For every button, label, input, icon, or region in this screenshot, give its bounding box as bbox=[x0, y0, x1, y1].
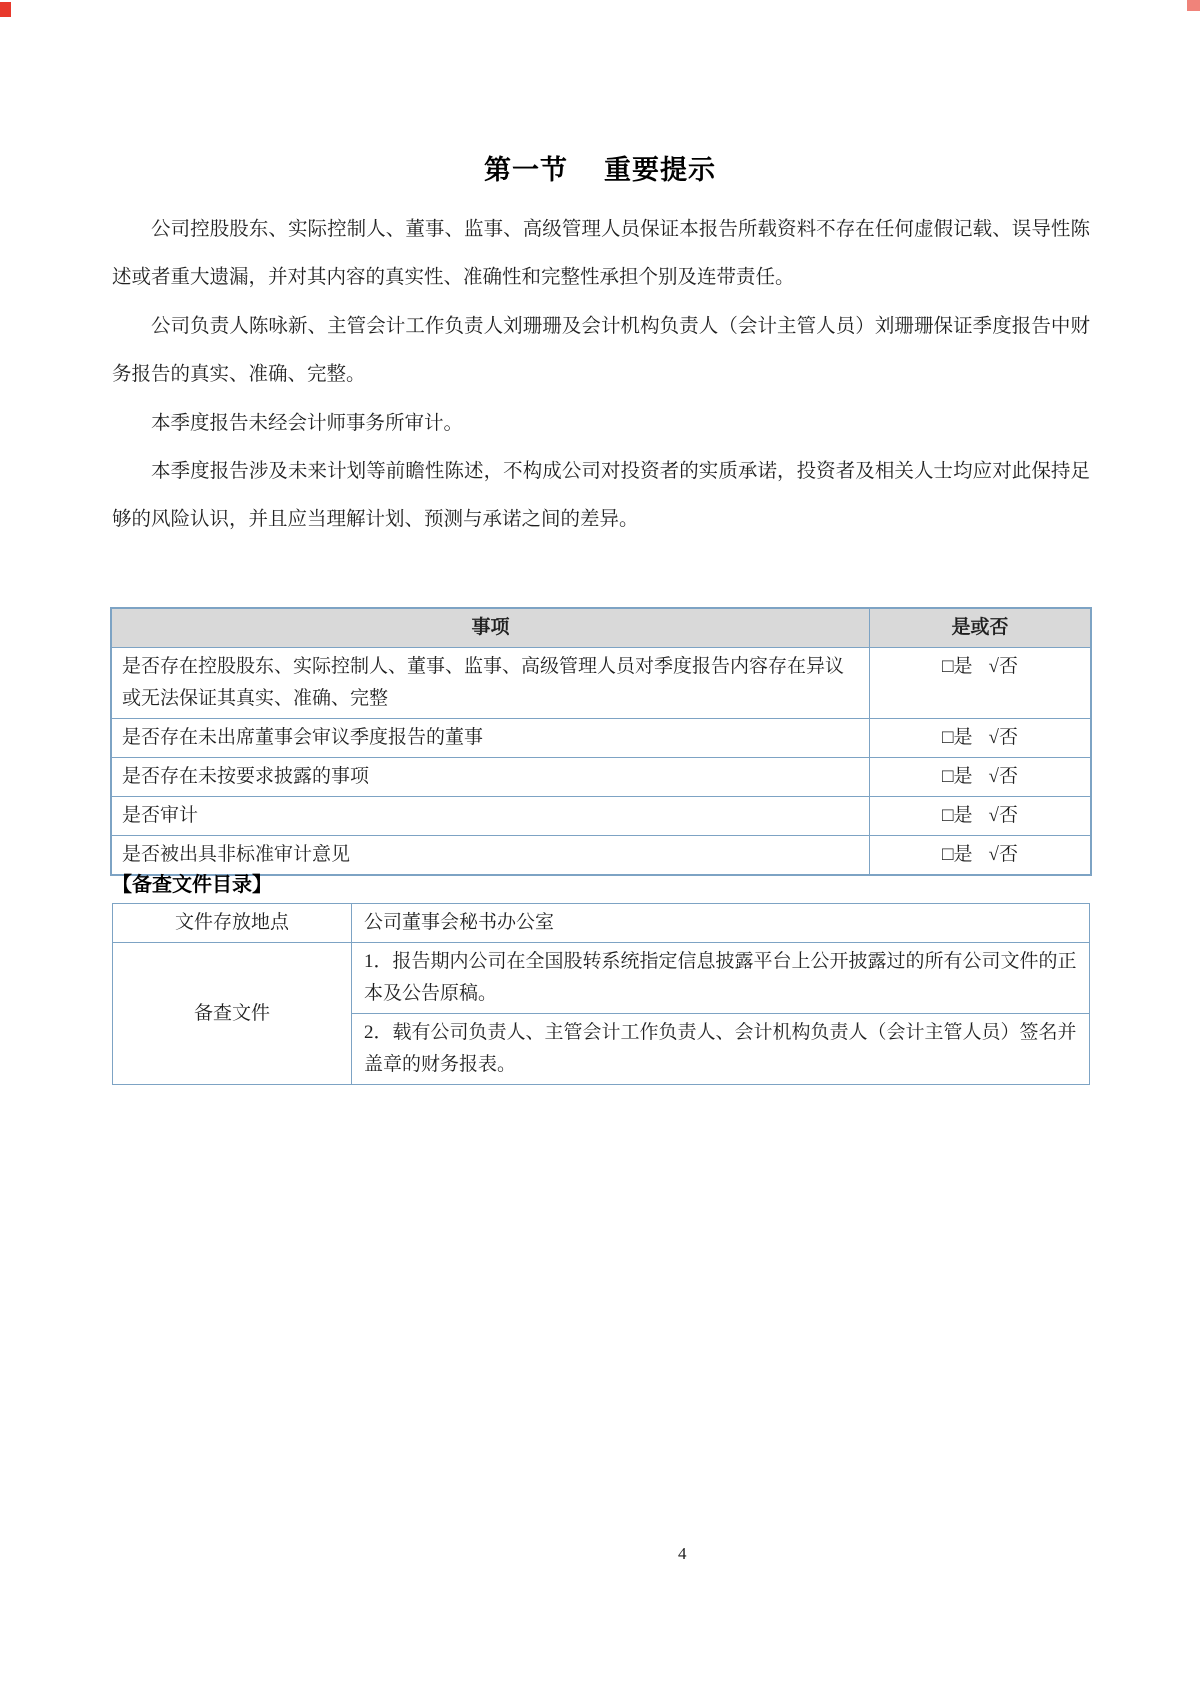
body-paragraphs bbox=[112, 206, 1090, 545]
paragraph-responsibility-statement: 公司控股股东、实际控制人、董事、监事、高级管理人员保证本报告所载资料不存在任何虚假记载、误导性陈述或者重大遗漏，并对其内容的真实性、准确性和完整性承担个别及连带责任。 bbox=[112, 219, 1090, 289]
table-row bbox=[111, 797, 1091, 836]
checkbox-yes-option: □是 bbox=[942, 805, 973, 826]
header-cell-yes-or-no: 是或否 bbox=[869, 608, 1091, 648]
reference-documents-table bbox=[112, 903, 1090, 1085]
checked-no-option: √否 bbox=[988, 844, 1018, 865]
checkbox-yes-option: □是 bbox=[942, 844, 973, 865]
location-value-cell: 公司董事会秘书办公室 bbox=[352, 904, 1090, 943]
items-yes-no-table bbox=[110, 607, 1092, 876]
checked-no-option: √否 bbox=[988, 727, 1018, 748]
checkbox-yes-option: □是 bbox=[942, 727, 973, 748]
paragraph-forward-looking-statement: 本季度报告涉及未来计划等前瞻性陈述，不构成公司对投资者的实质承诺，投资者及相关人士均应对此保持足够的风险认识，并且应当理解计划、预测与承诺之间的差异。 bbox=[112, 461, 1090, 531]
section-number: 第一节 bbox=[484, 155, 568, 185]
answer-cell bbox=[869, 758, 1091, 797]
files-item-cell: 2．载有公司负责人、主管会计工作负责人、会计机构负责人（会计主管人员）签名并盖章的财务报表。 bbox=[352, 1014, 1090, 1085]
page-number: 4 bbox=[678, 1544, 687, 1563]
red-corner-mark-right bbox=[1187, 0, 1200, 11]
answer-cell bbox=[869, 719, 1091, 758]
checkbox-yes-option: □是 bbox=[942, 766, 973, 787]
item-cell: 是否存在控股股东、实际控制人、董事、监事、高级管理人员对季度报告内容存在异议或无法保证其真实、准确、完整 bbox=[111, 648, 869, 719]
checked-no-option: √否 bbox=[988, 656, 1018, 677]
table-row bbox=[113, 904, 1090, 943]
item-cell: 是否被出具非标准审计意见 bbox=[111, 836, 869, 876]
answer-cell bbox=[869, 797, 1091, 836]
checked-no-option: √否 bbox=[988, 766, 1018, 787]
table-row bbox=[111, 719, 1091, 758]
paragraph-unaudited-statement: 本季度报告未经会计师事务所审计。 bbox=[151, 412, 464, 434]
red-corner-mark-left bbox=[0, 2, 11, 17]
paragraph-financial-guarantee: 公司负责人陈咏新、主管会计工作负责人刘珊珊及会计机构负责人（会计主管人员）刘珊珊保证季度报告中财务报告的真实、准确、完整。 bbox=[112, 315, 1090, 386]
item-cell: 是否存在未按要求披露的事项 bbox=[111, 758, 869, 797]
checked-no-option: √否 bbox=[988, 805, 1018, 826]
documents-section-heading: 【备查文件目录】 bbox=[112, 874, 272, 896]
answer-cell bbox=[869, 648, 1091, 719]
item-cell: 是否存在未出席董事会审议季度报告的董事 bbox=[111, 719, 869, 758]
header-cell-item: 事项 bbox=[111, 608, 869, 648]
checkbox-yes-option: □是 bbox=[942, 656, 973, 677]
page-title bbox=[0, 148, 1200, 187]
item-cell: 是否审计 bbox=[111, 797, 869, 836]
answer-cell bbox=[869, 836, 1091, 876]
files-label-cell: 备查文件 bbox=[113, 943, 352, 1085]
table-row bbox=[113, 943, 1090, 1014]
table-row bbox=[111, 648, 1091, 719]
files-item-cell: 1．报告期内公司在全国股转系统指定信息披露平台上公开披露过的所有公司文件的正本及公告原稿。 bbox=[352, 943, 1090, 1014]
items-table-header-row bbox=[111, 608, 1091, 648]
table-row bbox=[111, 758, 1091, 797]
location-label-cell: 文件存放地点 bbox=[113, 904, 352, 943]
section-name: 重要提示 bbox=[604, 155, 716, 185]
